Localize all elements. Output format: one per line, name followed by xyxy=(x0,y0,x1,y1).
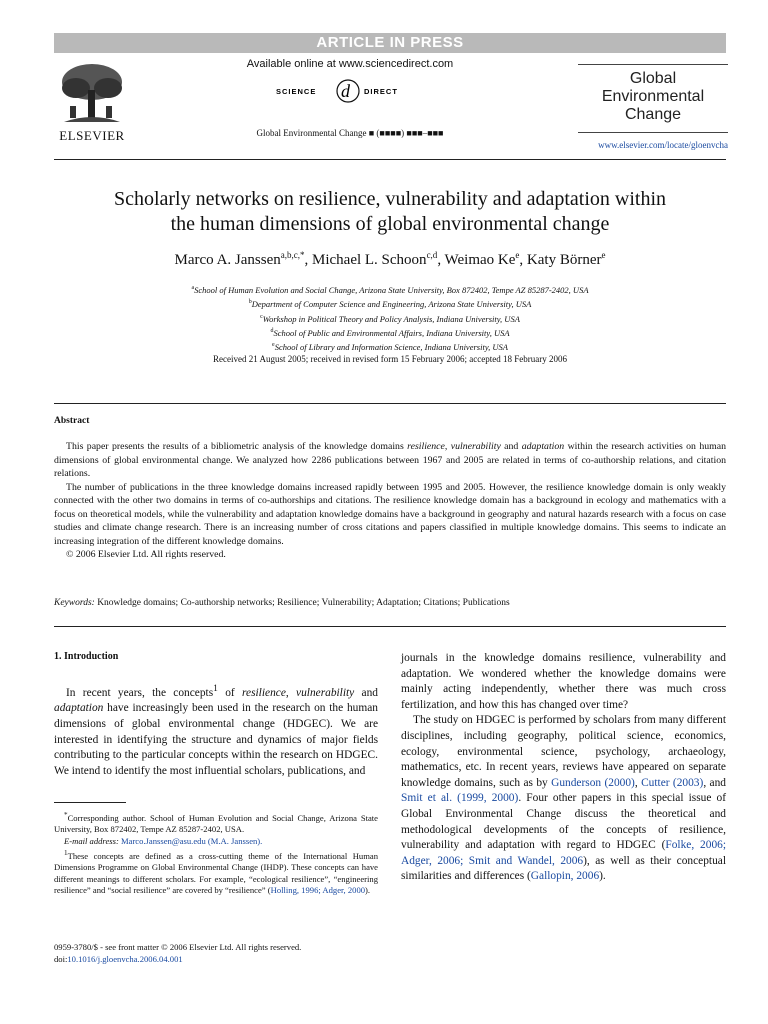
available-online-text: Available online at www.sciencedirect.com xyxy=(246,58,454,70)
footnote-marker[interactable]: 1 xyxy=(213,684,218,694)
affiliation-text: School of Public and Environmental Affairs, Indiana University, USA xyxy=(273,327,510,338)
abstract-bottom-rule xyxy=(54,626,726,627)
journal-name-line: Global xyxy=(629,70,677,87)
corresponding-author-note xyxy=(54,810,378,836)
journal-name-line: Environmental xyxy=(601,88,705,105)
affiliation-text: Department of Computer Science and Engineering, Arizona State University, USA xyxy=(251,299,532,310)
body-text: . Four other papers in this special issue of Global Environmental Change discuss the theoretical and methodological developments of the concepts of resilience, vulnerability and adaptation with regard to HDGEC ( xyxy=(401,792,727,852)
citation-link[interactable]: Gunderson (2000) xyxy=(551,776,635,789)
author-affiliation-marks: c,d xyxy=(426,250,438,260)
author-list xyxy=(54,250,726,269)
affiliation-text: Workshop in Political Theory and Policy Analysis, Indiana University, USA xyxy=(262,313,520,324)
citation-link[interactable]: Smit et al. (1999, 2000) xyxy=(401,792,519,805)
author-separator: , xyxy=(519,252,527,268)
abstract-body xyxy=(54,440,726,562)
article-title-line: the human dimensions of global environmental change xyxy=(170,213,610,235)
author-affiliation-marks: e xyxy=(515,250,520,260)
author-separator: , xyxy=(437,252,445,268)
abstract-top-rule xyxy=(54,403,726,404)
body-text: and xyxy=(354,686,378,699)
doi-label: doi: xyxy=(54,954,68,964)
abstract-text: and xyxy=(500,441,522,452)
abstract-paragraph: The number of publications in the three knowledge domains increased rapidly between 1995 and 2005. However, the resilience knowledge domain is only weakly connected with the other two domains in terms of co-authorships and citations. The resilience knowledge domain has a background in ecology and mathematics with a focus on theoretical models, while the vulnerability and adaptation knowledge domains have a background in geography and natural hazards research with a focus on case studies and climate change research. There is an increasing number of cross citations and papers classified in multiple knowledge domains. This seems to indicate an increasing integration of the different knowledge domains. xyxy=(54,481,726,547)
body-text: , and xyxy=(703,776,726,789)
doi-line xyxy=(54,953,384,965)
elsevier-tree-icon xyxy=(54,60,130,126)
journal-name-line: Change xyxy=(624,106,682,123)
body-term: vulnerability xyxy=(296,686,355,699)
body-paragraph xyxy=(401,713,726,885)
keywords xyxy=(54,598,726,608)
body-text: In recent years, the concepts xyxy=(66,686,214,699)
svg-text:d: d xyxy=(341,81,350,101)
email-link[interactable]: Marco.Janssen@asu.edu (M.A. Janssen). xyxy=(120,836,263,847)
author-name: Michael L. Schoon xyxy=(312,252,427,268)
abstract-copyright: © 2006 Elsevier Ltd. All rights reserved. xyxy=(66,549,226,560)
journal-citation-line: Global Environmental Change ■ (■■■■) ■■■–■■■ xyxy=(256,128,444,138)
email-label: E-mail address: xyxy=(64,836,119,847)
article-title xyxy=(54,187,726,237)
header-rule xyxy=(54,159,726,160)
affiliations xyxy=(54,282,726,354)
elsevier-wordmark: ELSEVIER xyxy=(59,128,125,143)
citation-link[interactable]: Folke, 2006; Adger, 2006; Smit and Wandel, 2006 xyxy=(401,839,726,867)
abstract-paragraph xyxy=(54,440,726,481)
author-name: Katy Börner xyxy=(526,252,602,268)
footnote-mark: * xyxy=(64,811,68,819)
email-note xyxy=(54,836,378,848)
right-column-body xyxy=(401,651,726,885)
citation-link[interactable]: Cutter (2003) xyxy=(641,776,704,789)
affiliation-line xyxy=(54,296,726,310)
affiliation-mark: d xyxy=(270,327,274,334)
body-paragraph: journals in the knowledge domains resilience, vulnerability and adaptation. We wondered whether the knowledge domains were mainly acting independently, whether there was much cross fertilization, and how this has changed over time? xyxy=(401,652,726,711)
section-heading: 1. Introduction xyxy=(54,651,119,662)
affiliation-mark: a xyxy=(191,285,195,291)
body-term: adaptation xyxy=(54,702,104,715)
author-affiliation-marks: a,b,c,* xyxy=(280,250,305,260)
footnote-1 xyxy=(54,848,378,897)
affiliation-line xyxy=(54,325,726,339)
affiliation-mark: e xyxy=(272,342,275,349)
body-text: have increasingly been used in the research on the human dimensions of global environmental change (HDGEC). We are interested in identifying the structure and dynamics of major fields contributing to the particular concepts within the research on HDGEC. We intend to identify the most influential scholars, publications, and xyxy=(54,702,378,777)
author-name: Weimao Ke xyxy=(444,252,516,268)
abstract-text: , xyxy=(444,441,451,452)
body-term: resilience xyxy=(242,686,286,699)
body-text: ), as well as their conceptual similarities and differences ( xyxy=(401,854,726,883)
body-text: ). xyxy=(599,870,606,883)
footnote-text: Corresponding author. School of Human Evolution and Social Change, Arizona State University, Box 872402, Tempe AZ 85287-2402, USA. xyxy=(54,812,378,835)
author-separator: , xyxy=(304,252,312,268)
abstract-term: resilience xyxy=(407,441,445,452)
footnote-rule xyxy=(54,802,126,803)
journal-name-block xyxy=(578,70,728,124)
article-in-press-banner: ARTICLE IN PRESS xyxy=(54,33,726,53)
journal-box-top-rule xyxy=(578,64,728,65)
article-title-line: Scholarly networks on resilience, vulnerability and adaptation within xyxy=(113,188,667,210)
author-name: Marco A. Janssen xyxy=(174,252,281,268)
body-text: of xyxy=(217,686,243,699)
abstract-term: adaptation xyxy=(521,441,565,452)
left-column-body xyxy=(54,682,378,779)
body-text: The study on HDGEC is performed by scholars from many different disciplines, including geography, political science, economics, ecology, environmental science, psychology, archaeology, mathematics, etc. In recent years, reviews have appeared on separate knowledge domains, such as by xyxy=(401,714,726,789)
svg-text:DIRECT: DIRECT xyxy=(364,87,398,96)
footnote-mark: 1 xyxy=(64,848,68,857)
affiliation-mark: b xyxy=(248,299,252,306)
author-affiliation-marks: e xyxy=(601,250,606,260)
body-text: , xyxy=(285,686,297,699)
affiliation-line xyxy=(54,339,726,353)
keywords-list: Knowledge domains; Co-authorship networks; Resilience; Vulnerability; Adaptation; Citations; Publications xyxy=(94,598,510,608)
abstract-text: This paper presents the results of a bibliometric analysis of the knowledge domains xyxy=(66,441,408,452)
footnote-text: These concepts are defined as a cross-cutting theme of the International Human Dimensions Programme on Global Environmental Change (IHDP). These concepts can have different meanings to different scholars. For example, “ecological resilience”, “engineering resilience” and “social resilience” are covered by “resilience” ( xyxy=(54,850,378,896)
journal-url-link[interactable]: www.elsevier.com/locate/gloenvcha xyxy=(598,140,728,150)
abstract-heading: Abstract xyxy=(54,416,90,426)
article-footer xyxy=(54,941,384,965)
sciencedirect-logo xyxy=(276,77,426,107)
abstract-text: within the research activities on human dimensions of global environmental change. We analyzed how 2286 publications between 1967 and 2005 are related in terms of co-authorship relations, and citation relations. xyxy=(54,441,726,479)
svg-text:SCIENCE: SCIENCE xyxy=(276,87,317,96)
affiliation-line xyxy=(54,282,726,296)
journal-box-bottom-rule xyxy=(578,132,728,133)
footnotes xyxy=(54,810,378,897)
citation-link[interactable]: Holling, 1996; Adger, 2000 xyxy=(270,885,366,896)
issn-line: 0959-3780/$ - see front matter © 2006 Elsevier Ltd. All rights reserved. xyxy=(54,942,302,952)
body-text: , xyxy=(634,776,642,789)
affiliation-mark: c xyxy=(260,313,263,320)
affiliation-text: School of Human Evolution and Social Change, Arizona State University, Box 872402, Tempe AZ 85287-2402, USA xyxy=(194,284,589,295)
article-dates: Received 21 August 2005; received in revised form 15 February 2006; accepted 18 February 2006 xyxy=(213,354,567,364)
keywords-label: Keywords: xyxy=(54,598,95,608)
affiliation-text: School of Library and Information Science, Indiana University, USA xyxy=(274,342,508,353)
footnote-text: ). xyxy=(365,885,371,896)
body-paragraph xyxy=(54,682,378,779)
affiliation-line xyxy=(54,311,726,325)
abstract-term: vulnerability xyxy=(450,441,501,452)
citation-link[interactable]: Gallopin, 2006 xyxy=(530,870,600,883)
doi-link[interactable]: 10.1016/j.gloenvcha.2006.04.001 xyxy=(67,954,183,964)
